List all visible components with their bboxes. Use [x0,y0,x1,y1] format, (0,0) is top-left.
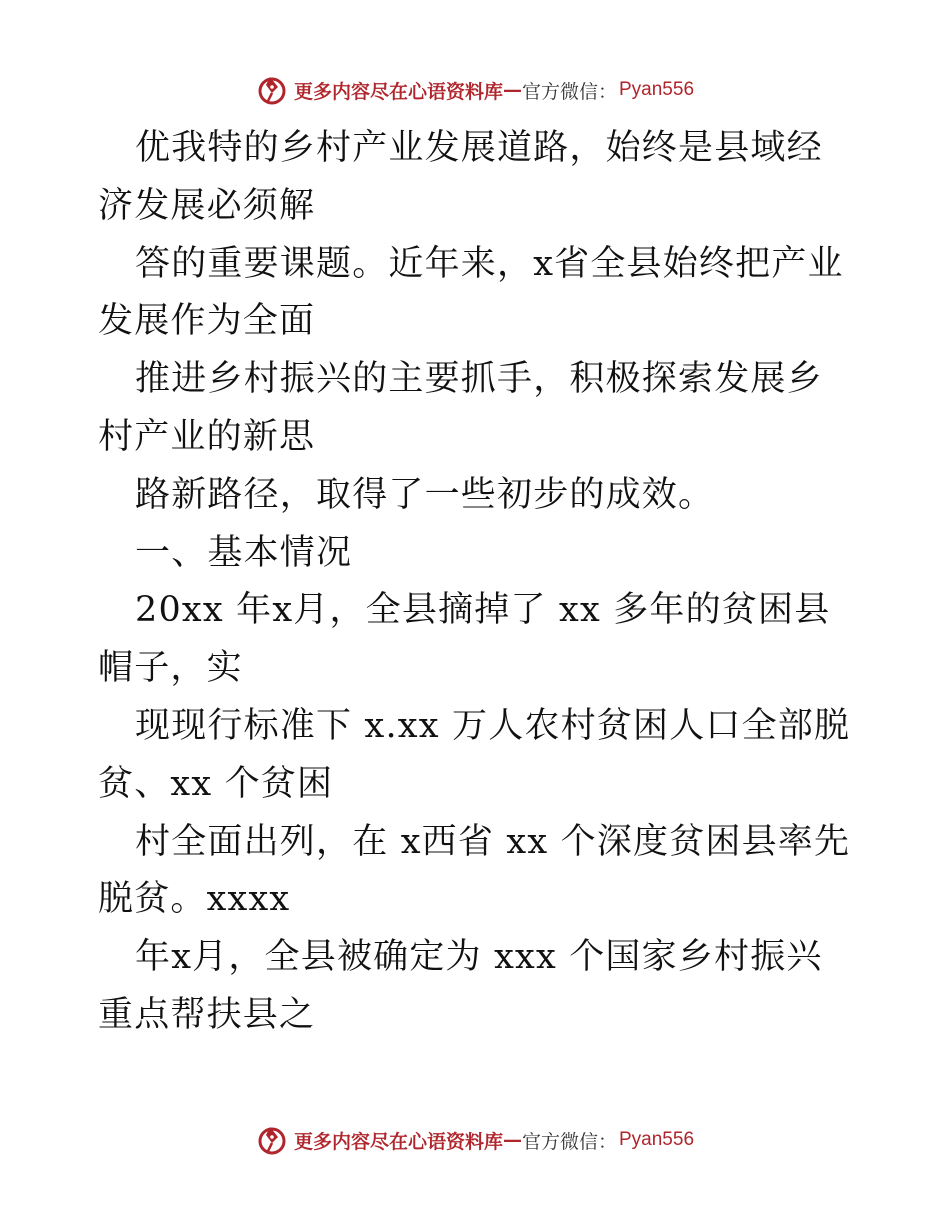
paragraph: 村全面出列，在 x西省 xx 个深度贫困县率先脱贫。xxxx [98,821,851,920]
paragraph: 推进乡村振兴的主要抓手，积极探索发展乡村产业的新思 [98,359,823,457]
document-body [98,120,858,1045]
paragraph: 年x月，全县被确定为 xxx 个国家乡村振兴重点帮扶县之 [98,937,823,1035]
banner-site-text: 更多内容尽在心语资料库 [293,1130,503,1153]
paragraph: 优我特的乡村产业发展道路，始终是县域经济发展必须解 [98,128,823,226]
paragraph: 现现行标准下 x.xx 万人农村贫困人口全部脱贫、xx 个贫困 [98,705,851,804]
paragraph: 路新路径，取得了一些初步的成效。 [135,474,715,515]
paragraph: 答的重要课题。近年来，x省全县始终把产业发展作为全面 [98,243,844,342]
banner-wechat-id: Pyan556 [619,1129,695,1150]
banner-dash: — [502,79,520,101]
section-heading: 一、基本情况 [135,532,353,573]
header-banner [0,70,950,110]
banner-wechat-label: 官方微信： [521,1130,617,1153]
footer-banner [0,1120,950,1160]
paragraph: 20xx 年x月，全县摘掉了 xx 多年的贫困县帽子，实 [98,590,831,689]
banner-wechat-id: Pyan556 [619,79,695,100]
banner-wechat-label: 官方微信： [521,80,617,103]
banner-site-text: 更多内容尽在心语资料库 [293,80,503,103]
pen-nib-logo-icon [256,73,290,107]
banner-dash: — [502,1129,520,1151]
pen-nib-logo-icon [256,1123,290,1157]
